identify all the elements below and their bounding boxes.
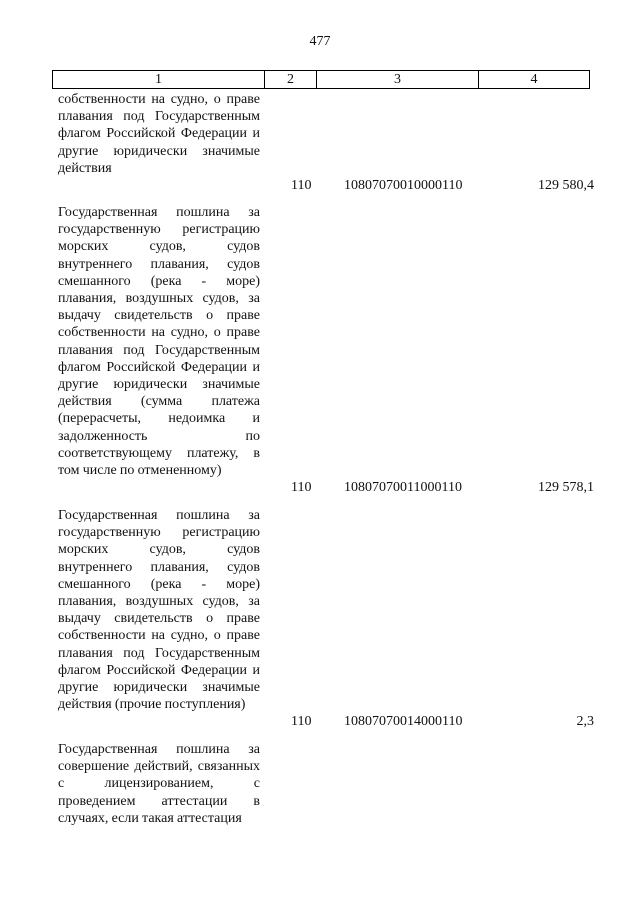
row-kbk: 10807070014000110 [344,714,463,729]
column-header-1: 1 [53,71,265,88]
row-kbk: 10807070010000110 [344,178,463,193]
table-header [52,70,590,89]
row-description: Государственная пошлина за государственную регистрацию морских судов, судов внутреннего плавания, судов смешанного (река - море) плавания, воздушных судов, за выдачу свидетельств о праве собственности на судно, о праве плавания под Государственным флагом Российской Федерации и другие юридически значимые действия (сумма платежа (перерасчеты, недоимка и задолженность по соответствующему платежу, в том числе по отмененному) [58,205,260,479]
row-code: 110 [291,178,312,193]
row-amount: 129 578,1 [538,480,594,495]
row-amount: 129 580,4 [538,178,594,193]
column-header-2: 2 [265,71,317,88]
row-kbk: 10807070011000110 [344,480,462,495]
row-code: 110 [291,480,312,495]
row-amount: 2,3 [576,714,594,729]
row-description: Государственная пошлина за государственную регистрацию морских судов, судов внутреннего плавания, судов смешанного (река - море) плавания, воздушных судов, за выдачу свидетельств о праве собственности на судно, о праве плавания под Государственным флагом Российской Федерации и другие юридически значимые действия (прочие поступления) [58,508,260,713]
row-description: собственности на судно, о праве плавания под Государственным флагом Российской Федерации и другие юридически значимые действия [58,92,260,176]
column-header-3: 3 [317,71,479,88]
column-header-4: 4 [530,72,538,87]
row-code: 110 [291,714,312,729]
page-number: 477 [309,34,331,49]
row-description: Государственная пошлина за совершение действий, связанных с лицензированием, с проведением аттестации в случаях, если такая аттестация [58,742,260,826]
